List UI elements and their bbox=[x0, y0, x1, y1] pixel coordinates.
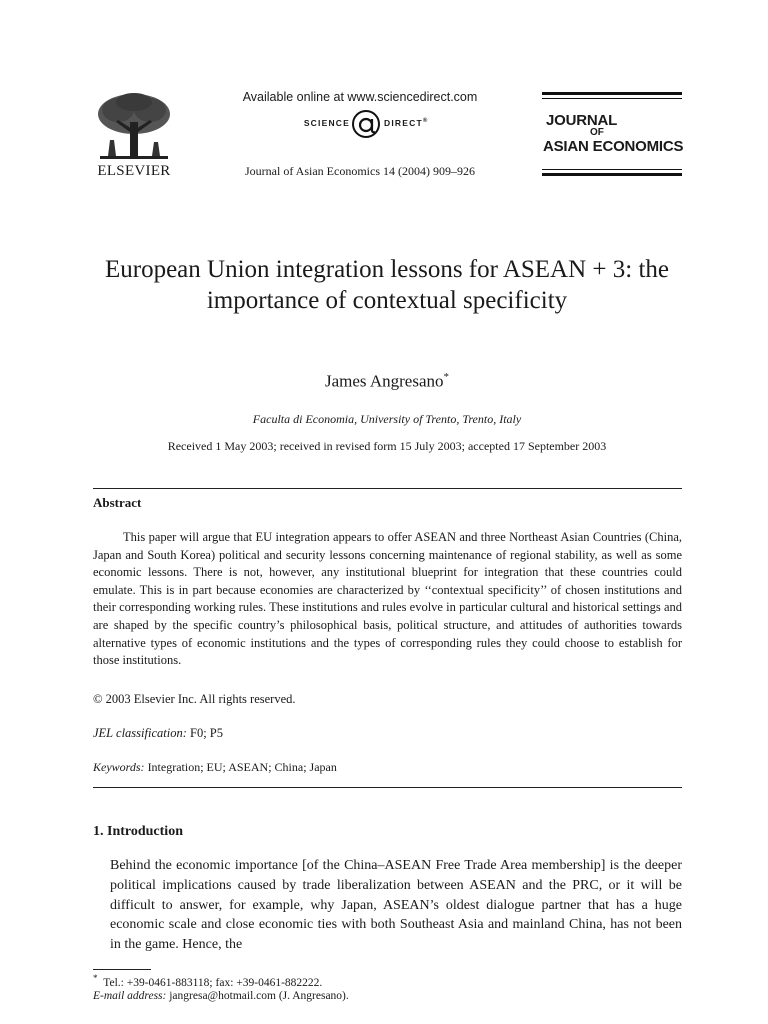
author-footnote-mark[interactable]: * bbox=[443, 371, 449, 383]
journal-logo-rule-bottom bbox=[542, 173, 682, 176]
article-title: European Union integration lessons for ASEAN + 3: the importance of contextual specificity bbox=[104, 256, 669, 314]
section-heading-introduction: 1. Introduction bbox=[93, 824, 183, 839]
sciencedirect-left-word: SCIENCE bbox=[303, 118, 350, 128]
divider-bottom bbox=[93, 787, 682, 788]
footnote-email: E-mail address: jangresa@hotmail.com (J. Angresano). bbox=[93, 990, 349, 1002]
footnote-contact: * Tel.: +39-0461-883118; fax: +39-0461-882222. bbox=[93, 973, 323, 989]
email-link[interactable]: jangresa@hotmail.com (J. Angresano). bbox=[169, 990, 349, 1002]
abstract-body: This paper will argue that EU integration appears to offer ASEAN and three Northeast Asian Countries (China, Japan and South Korea) political and security lessons concerning maintenance of regional stability, as well as some economic lessons. There is not, however, any institutional blueprint for integration that these countries could emulate. This is in part because economies are characterized by ‘‘contextual specificity’’ of chosen institutions and their corresponding working rules. These institutions and rules evolve in particular cultural and historical settings and are shaped by the specific country’s philosophical basis, political structure, and attitudes of authorities towards alternative types of economic institutions and the types of corresponding rules they could choose to establish for those institutions. bbox=[93, 530, 682, 668]
introduction-quote: Behind the economic importance [of the China–ASEAN Free Trade Area membership] is the deeper political implications caused by trade liberalization between ASEAN and the PRC, or it will be difficult to answer, for example, why Japan, ASEAN’s oldest dialogue partner that has a huge economic scale and close economic ties with both Southeast Asia and mainland China, has not been in the game. Hence, the bbox=[110, 858, 682, 953]
journal-logo-line1: JOURNAL bbox=[546, 112, 618, 129]
sciencedirect-at-icon bbox=[350, 108, 382, 140]
available-online-text: Available online at www.sciencedirect.com bbox=[242, 90, 478, 104]
journal-logo-rule-top bbox=[542, 92, 682, 95]
divider-top bbox=[93, 488, 682, 489]
journal-logo-line2: OF bbox=[590, 127, 604, 138]
abstract-heading: Abstract bbox=[93, 495, 142, 510]
author-affiliation: Faculta di Economia, University of Trento, Trento, Italy bbox=[252, 412, 522, 426]
received-dates: Received 1 May 2003; received in revised form 15 July 2003; accepted 17 September 2003 bbox=[167, 439, 607, 453]
journal-logo-line3: ASIAN ECONOMICS bbox=[543, 138, 684, 155]
footnote-rule bbox=[93, 969, 151, 970]
author-name: James Angresano* bbox=[324, 371, 449, 391]
jel-classification: JEL classification: F0; P5 bbox=[93, 726, 224, 740]
sciencedirect-right-word: DIRECT® bbox=[384, 118, 429, 128]
journal-citation: Journal of Asian Economics 14 (2004) 909–926 bbox=[245, 164, 475, 178]
journal-logo-rule-bottom-thin bbox=[542, 169, 682, 170]
publisher-name: ELSEVIER bbox=[97, 163, 171, 179]
keywords-line: Keywords: Integration; EU; ASEAN; China; Japan bbox=[93, 760, 337, 774]
journal-logo-rule-top-thin bbox=[542, 98, 682, 99]
copyright-line: © 2003 Elsevier Inc. All rights reserved. bbox=[93, 692, 296, 706]
